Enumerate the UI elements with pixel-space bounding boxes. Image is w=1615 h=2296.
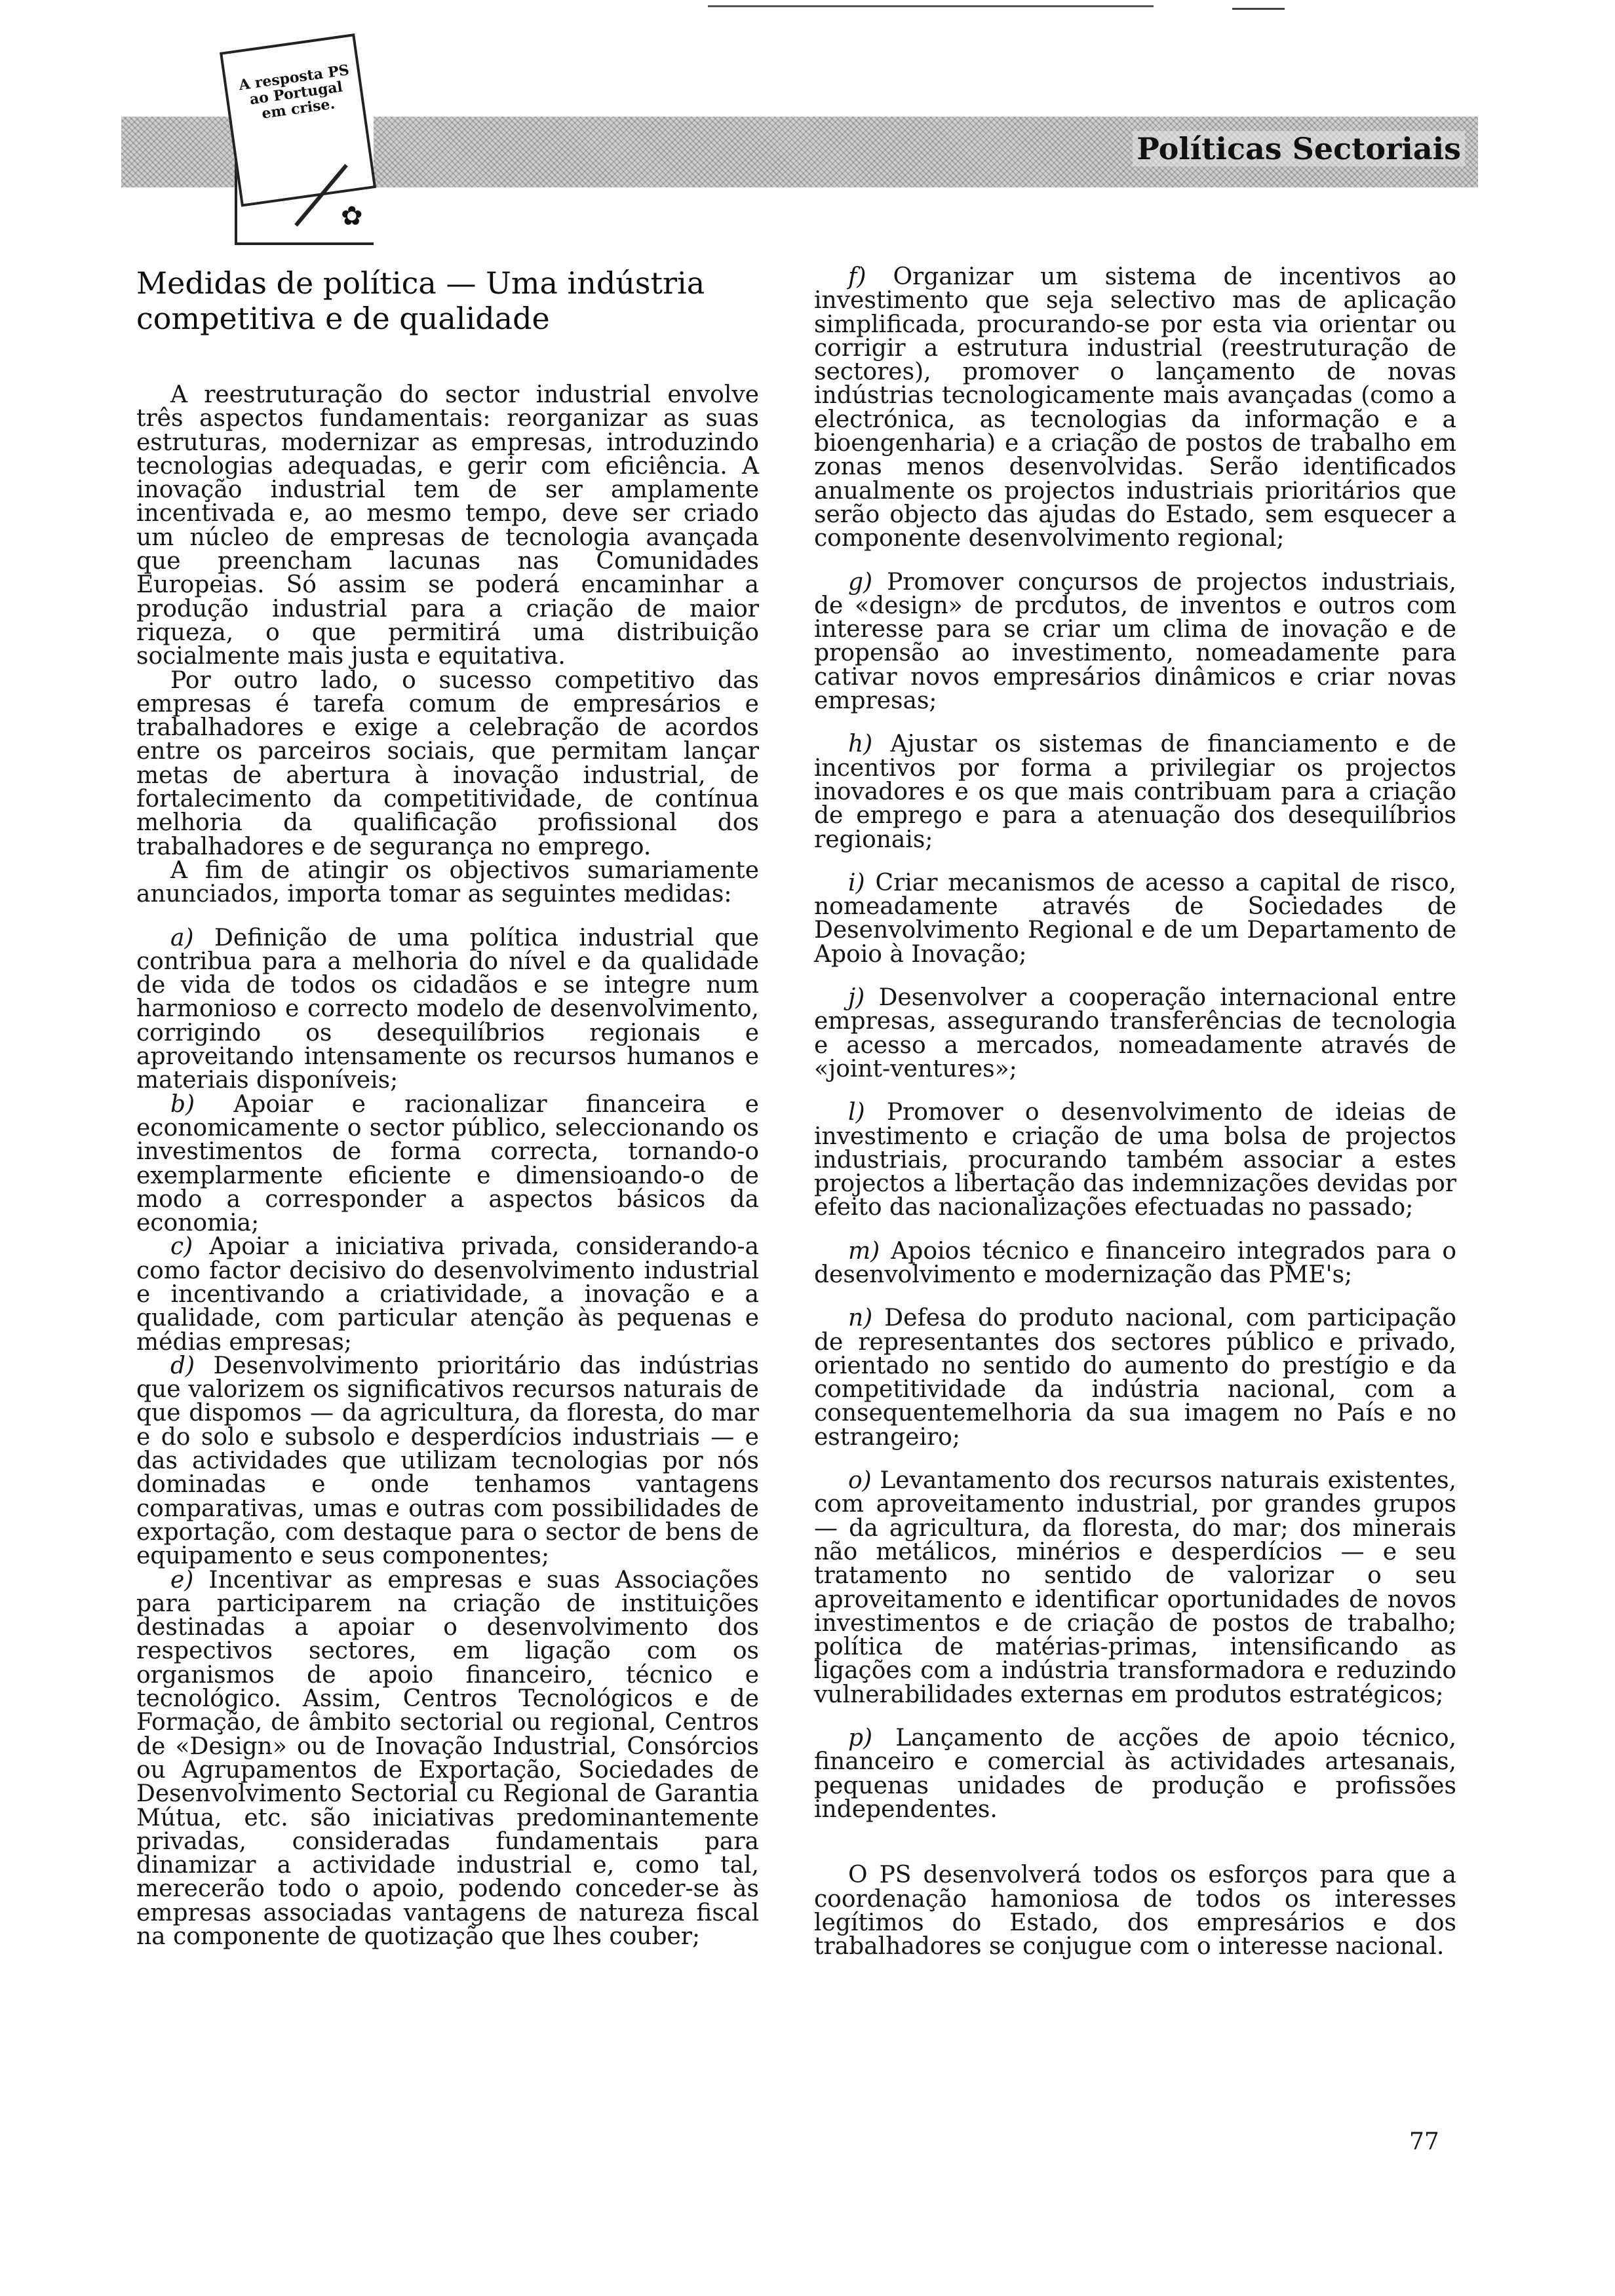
measure-letter: e) bbox=[170, 1566, 194, 1594]
measure-letter: n) bbox=[848, 1305, 873, 1332]
measure-letter: g) bbox=[848, 568, 873, 596]
measure-letter: a) bbox=[170, 924, 194, 951]
measure-text: Levantamento dos recursos naturais existentes, com aproveitamento industrial, por grandes grupos — da agricultura, da floresta, do mar; dos minerais não metálicos, minérios e desperdícios — e seu tratamento no sentido de valorizar o seu aproveitamento e identificar oportunidades de novos investimentos e de criação de postos de trabalho; política de matérias-primas, intensificando as ligações com a indústria transformadora e reduzindo vulnerabilidades externas em produtos estratégicos; bbox=[814, 1467, 1456, 1708]
measure-letter: m) bbox=[848, 1237, 880, 1265]
intro-paragraph: A reestruturação do sector industrial envolve três aspectos fundamentais: reorganizar as suas estruturas, modernizar as empresas, introduzindo tecnologias adequadas, e gerir com eficiência. A inovação industrial tem de ser amplamente incentivada e, ao mesmo tempo, deve ser criado um núcleo de empresas de tecnologia avançada que preencham lacunas nas Comunidades Europeias. Só assim se poderá encaminhar a produção industrial para a criação de maior riqueza, o que permitirá uma distribuição socialmente mais justa e equitativa. bbox=[136, 381, 759, 670]
measure-text: Apoiar a iniciativa privada, considerando-a como factor decisivo do desenvolvimento industrial e incentivando a criatividade, a inovação e a qualidade, com particular atenção às pequenas e médias empresas; bbox=[136, 1233, 759, 1356]
closing-paragraph: O PS desenvolverá todos os esforços para que a coordenação hamoniosa de todos os interesses legítimos do Estado, dos empresários e dos trabalhadores se conjugue com o interesse nacional. bbox=[814, 1862, 1456, 1961]
publication-logo bbox=[220, 33, 376, 207]
rose-icon: ✿ bbox=[341, 201, 363, 231]
measure-item bbox=[814, 871, 1456, 966]
scan-artifact-line bbox=[708, 5, 1154, 7]
measure-item bbox=[814, 568, 1456, 715]
measure-item bbox=[136, 1235, 759, 1354]
measure-item bbox=[814, 1469, 1456, 1707]
measure-text: Organizar um sistema de incentivos ao investimento que seja selectivo mas de aplicação simplificada, procurando-se por esta via orientar ou corrigir a estrutura industrial (reestruturação de sectores), promover o lançamento de novas indústrias tecnologicamente mais avançadas (como a electrónica, as tecnologias da informação e a bioengenharia) e a criação de postos de trabalho em zonas menos desenvolvidas. Serão identificados anualmente os projectos industriais prioritários que serão objecto das ajudas do Estado, sem esquecer a componente desenvolvimento regional; bbox=[814, 263, 1456, 552]
article-title: Medidas de política — Uma indústria competitiva e de qualidade bbox=[136, 265, 705, 336]
measure-text: Promover o desenvolvimento de ideias de investimento e criação de uma bolsa de projectos industriais, procurando também associar a estes projectos a libertação das indemnizações devidas por efeito das nacionalizações efectuadas no passado; bbox=[814, 1099, 1456, 1221]
measure-item bbox=[136, 924, 759, 1094]
measure-item bbox=[814, 1237, 1456, 1288]
measure-item bbox=[814, 1101, 1456, 1219]
measure-item bbox=[136, 1566, 759, 1950]
measure-text: Criar mecanismos de acesso a capital de risco, nomeadamente através de Sociedades de Desenvolvimento Regional e de um Departamento de Apoio à Inovação; bbox=[814, 869, 1456, 968]
measure-text: Incentivar as empresas e suas Associações para participarem na criação de instituições destinadas a apoiar o desenvolvimento dos respectivos sectores, em ligação com os organismos de apoio financeiro, técnico e tecnológico. Assim, Centros Tecnológicos e de Formação, de âmbito sectorial ou regional, Centros de «Design» ou de Inovação Industrial, Consórcios ou Agrupamentos de Exportação, Sociedades de Desenvolvimento Sectorial cu Regional de Garantia Mútua, etc. são iniciativas predominantemente privadas, consideradas fundamentais para dinamizar a actividade industrial e, como tal, merecerão todo o apoio, podendo conceder-se às empresas associadas vantagens de natureza fiscal na componente de quotização que lhes couber; bbox=[136, 1566, 759, 1950]
measure-text: Lançamento de acções de apoio técnico, financeiro e comercial às actividades artesanais, pequenas unidades de produção e profissões independentes. bbox=[814, 1725, 1456, 1823]
measure-text: Defesa do produto nacional, com participação de representantes dos sectores público e privado, orientado no sentido do aumento do prestígio e da competitividade da indústria nacional, com a consequentemelhoria da sua imagem no País e no estrangeiro; bbox=[814, 1305, 1456, 1451]
measure-text: Definição de uma política industrial que contribua para a melhoria do nível e da qualidade de vida de todos os cidadãos e se integre num harmonioso e correcto modelo de desenvolvimento, corrigindo os desequilíbrios regionais e aproveitando intensamente os recursos humanos e materiais disponíveis; bbox=[136, 924, 759, 1094]
left-column bbox=[136, 265, 759, 1949]
measure-letter: c) bbox=[170, 1233, 193, 1261]
measure-item bbox=[136, 1354, 759, 1569]
measure-letter: f) bbox=[848, 263, 866, 290]
measure-text: Desenvolvimento prioritário das indústrias que valorizem os significativos recursos naturais de que dispomos — da agricultura, da floresta, do mar e do solo e subsolo e desperdícios industriais — e das actividades que utilizam tecnologias por nós dominadas e onde tenhamos vantagens comparativas, umas e outras com possibilidades de exportação, com destaque para o sector de bens de equipamento e seus componentes; bbox=[136, 1352, 759, 1570]
measure-text: Apoios técnico e financeiro integrados para o desenvolvimento e modernização das PME's; bbox=[814, 1237, 1456, 1288]
measure-letter: b) bbox=[170, 1090, 195, 1118]
section-title: Políticas Sectoriais bbox=[1133, 131, 1465, 166]
measure-item bbox=[814, 1727, 1456, 1822]
measure-item bbox=[136, 1090, 759, 1237]
intro-paragraph: Por outro lado, o sucesso competitivo das empresas é tarefa comum de empresários e trabalhadores e exige a celebração de acordos entre os parceiros sociais, que permitam lançar metas de abertura à inovação industrial, de fortalecimento da competitividade, de contínua melhoria da qualificação profissional dos trabalhadores e de segurança no emprego. bbox=[136, 666, 759, 860]
measure-letter: o) bbox=[848, 1467, 872, 1495]
measure-text: Ajustar os sistemas de financiamento e de incentivos por forma a privilegiar os projectos inovadores e os que mais contribuam para a criação de emprego e para a atenuação dos desequilíbrios regionais; bbox=[814, 731, 1456, 853]
measure-item bbox=[814, 265, 1456, 551]
measure-item bbox=[814, 733, 1456, 851]
measure-letter: j) bbox=[848, 984, 865, 1012]
measure-letter: d) bbox=[170, 1352, 195, 1379]
measure-letter: h) bbox=[848, 731, 873, 758]
measure-text: Apoiar e racionalizar financeira e economicamente o sector público, seleccionando os investimentos de forma correcta, tornando-o exemplarmente eficiente e dimensioando-o de modo a corresponder a aspectos básicos da economia; bbox=[136, 1090, 759, 1237]
page-number: 77 bbox=[1409, 2128, 1439, 2155]
measure-letter: i) bbox=[848, 869, 865, 896]
measure-letter: l) bbox=[848, 1099, 865, 1126]
measure-text: Promover conçursos de projectos industriais, de «design» de prcdutos, de inventos e outros com interesse para se criar um clima de inovação e de propensão ao investimento, nomeadamente para cativar novos empresários dinâmicos e criar novas empresas; bbox=[814, 568, 1456, 715]
measure-item bbox=[814, 986, 1456, 1081]
scan-artifact-mark bbox=[1232, 8, 1285, 10]
measure-letter: p) bbox=[848, 1725, 873, 1752]
right-column bbox=[814, 265, 1456, 1959]
measure-text: Desenvolver a cooperação internacional entre empresas, assegurando transferências de tecnologia e acesso a mercados, nomeadamente através de «joint-ventures»; bbox=[814, 984, 1456, 1082]
measure-item bbox=[814, 1307, 1456, 1449]
intro-paragraph: A fim de atingir os objectivos sumariamente anunciados, importa tomar as seguintes medidas: bbox=[136, 856, 759, 908]
logo-caption: A resposta PS ao Portugal em crise. bbox=[237, 61, 351, 123]
